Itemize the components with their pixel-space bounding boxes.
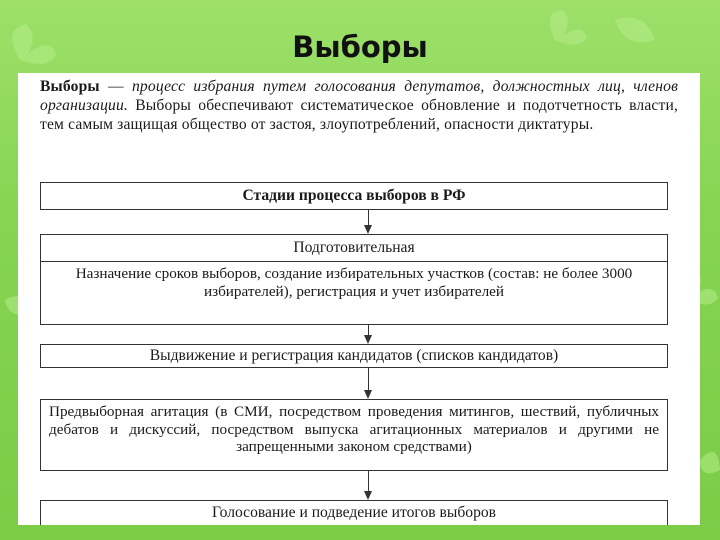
content-page xyxy=(18,73,700,525)
stage-voting: Голосование и подведение итогов выборов xyxy=(40,500,668,525)
diagram-title: Стадии процесса выборов в РФ xyxy=(40,182,668,210)
stage-campaign: Предвыборная агитация (в СМИ, посредством проведения митингов, шествий, публичных дебатов и дискуссий, посредством выпуска агитационных материалов и другими не запрещенными законом средствами) xyxy=(40,399,668,471)
intro-dash: — xyxy=(99,78,132,95)
intro-definition: процесс избрания путем голосования депутатов, должностных лиц, членов организации. xyxy=(40,78,678,114)
stage-preparatory-heading: Подготовительная xyxy=(41,235,667,262)
stage-preparatory xyxy=(40,234,668,325)
intro-term: Выборы xyxy=(40,78,100,95)
leaf-icon xyxy=(700,452,720,473)
stage-preparatory-body: Назначение сроков выборов, создание избирательных участков (состав: не более 3000 избирателей), регистрация и учет избирателей xyxy=(75,265,633,300)
slide-title: Выборы xyxy=(292,30,428,64)
intro-paragraph: Выборы обеспечивают систематическое обновление и подотчетность власти, тем самым защищая общество от застоя, злоупотреблений, опасности диктатуры. xyxy=(40,97,678,133)
intro-text xyxy=(40,77,678,134)
stage-nomination: Выдвижение и регистрация кандидатов (списков кандидатов) xyxy=(40,344,668,368)
